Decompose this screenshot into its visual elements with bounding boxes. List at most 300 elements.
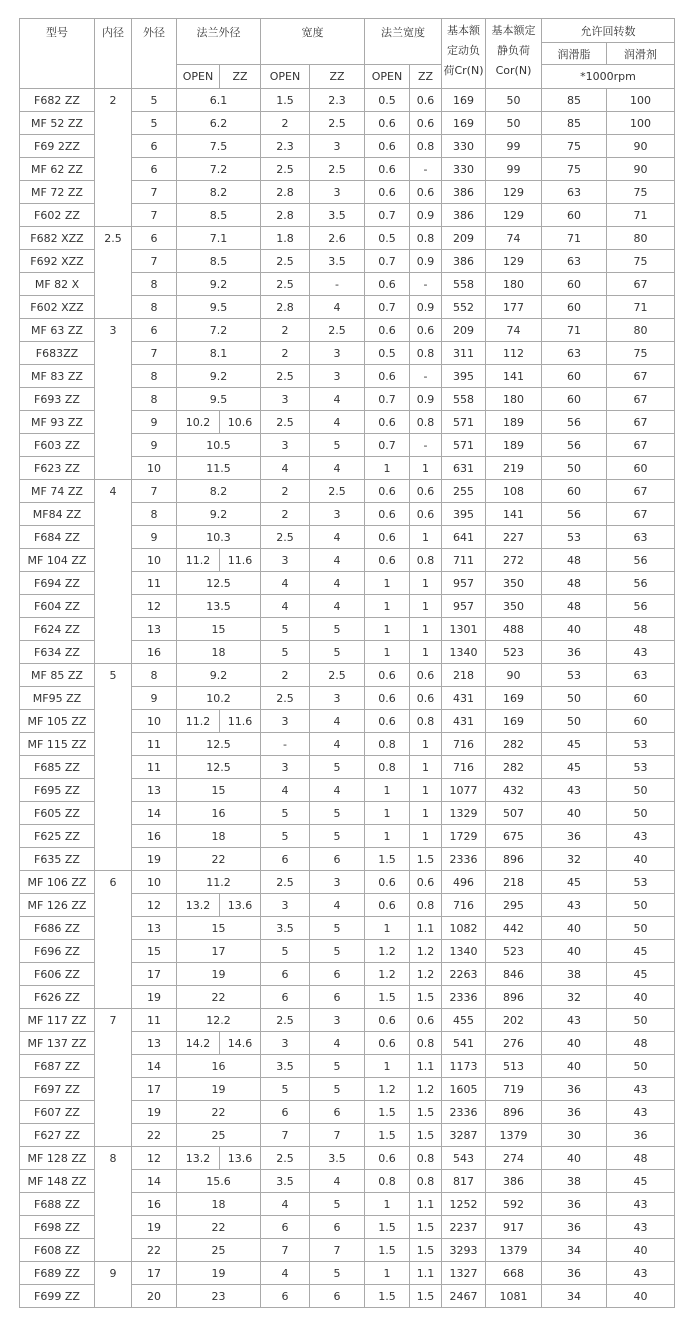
cell-flange-width-zz: 1: [410, 825, 442, 848]
cell-outer-diameter: 10: [132, 549, 177, 572]
cell-flange-od-open: 13.2: [177, 1147, 220, 1170]
cell-flange-width-open: 1.5: [365, 1239, 410, 1262]
cell-flange-width-zz: 0.6: [410, 181, 442, 204]
cell-width-open: 6: [261, 986, 310, 1009]
cell-width-zz: 4: [310, 457, 365, 480]
cell-dynamic-load: 2336: [442, 986, 486, 1009]
cell-flange-width-zz: 1.1: [410, 917, 442, 940]
header-bore: 内径: [95, 19, 132, 89]
cell-flange-width-open: 1.5: [365, 986, 410, 1009]
cell-flange-width-zz: 0.6: [410, 112, 442, 135]
cell-width-zz: 5: [310, 641, 365, 664]
cell-speed-grease: 56: [542, 434, 607, 457]
cell-speed-grease: 36: [542, 1101, 607, 1124]
cell-flange-width-open: 1: [365, 641, 410, 664]
cell-static-load: 917: [486, 1216, 542, 1239]
cell-speed-grease: 40: [542, 940, 607, 963]
cell-flange-width-open: 0.6: [365, 1147, 410, 1170]
cell-static-load: 50: [486, 112, 542, 135]
cell-static-load: 99: [486, 158, 542, 181]
cell-speed-grease: 60: [542, 296, 607, 319]
cell-speed-oil: 43: [607, 1193, 675, 1216]
cell-dynamic-load: 1077: [442, 779, 486, 802]
cell-dynamic-load: 2263: [442, 963, 486, 986]
header-flange-width-zz: ZZ: [410, 65, 442, 89]
cell-speed-oil: 63: [607, 664, 675, 687]
cell-model: MF 117 ZZ: [20, 1009, 95, 1032]
cell-outer-diameter: 6: [132, 227, 177, 250]
cell-flange-width-open: 0.6: [365, 664, 410, 687]
cell-model: F625 ZZ: [20, 825, 95, 848]
cell-flange-width-zz: 0.6: [410, 1009, 442, 1032]
table-row: [20, 1147, 675, 1170]
cell-model: MF 104 ZZ: [20, 549, 95, 572]
cell-width-open: 2.5: [261, 687, 310, 710]
cell-outer-diameter: 11: [132, 756, 177, 779]
cell-outer-diameter: 11: [132, 1009, 177, 1032]
cell-flange-width-open: 1.5: [365, 848, 410, 871]
cell-flange-od-zz: 13.6: [220, 894, 261, 917]
cell-outer-diameter: 7: [132, 250, 177, 273]
cell-width-zz: 4: [310, 779, 365, 802]
cell-static-load: 1379: [486, 1124, 542, 1147]
cell-flange-od: 10.2: [177, 687, 261, 710]
cell-width-open: 5: [261, 1078, 310, 1101]
bearing-spec-table: [19, 18, 675, 1308]
cell-speed-grease: 36: [542, 1216, 607, 1239]
cell-flange-width-zz: 1: [410, 733, 442, 756]
cell-outer-diameter: 8: [132, 664, 177, 687]
cell-model: F624 ZZ: [20, 618, 95, 641]
cell-flange-width-open: 0.6: [365, 526, 410, 549]
table-row: [20, 1009, 675, 1032]
cell-speed-oil: 67: [607, 434, 675, 457]
cell-flange-width-open: 1.5: [365, 1285, 410, 1308]
cell-width-open: 2: [261, 480, 310, 503]
cell-dynamic-load: 1329: [442, 802, 486, 825]
header-flange-od-open: OPEN: [177, 65, 220, 89]
cell-flange-od-zz: 14.6: [220, 1032, 261, 1055]
cell-flange-width-zz: 0.9: [410, 388, 442, 411]
cell-static-load: 896: [486, 848, 542, 871]
cell-speed-oil: 43: [607, 1078, 675, 1101]
cell-flange-od: 15: [177, 917, 261, 940]
cell-model: F606 ZZ: [20, 963, 95, 986]
cell-speed-oil: 90: [607, 158, 675, 181]
header-flange-od: 法兰外径: [177, 19, 261, 65]
cell-flange-width-zz: -: [410, 434, 442, 457]
cell-speed-oil: 100: [607, 89, 675, 112]
cell-width-open: 5: [261, 618, 310, 641]
cell-flange-od: 18: [177, 1193, 261, 1216]
cell-speed-grease: 38: [542, 963, 607, 986]
cell-outer-diameter: 11: [132, 572, 177, 595]
cell-speed-oil: 50: [607, 894, 675, 917]
cell-flange-od: 7.2: [177, 158, 261, 181]
cell-width-zz: 4: [310, 572, 365, 595]
cell-dynamic-load: 1301: [442, 618, 486, 641]
cell-bore: 3: [95, 319, 132, 480]
cell-flange-width-zz: 0.8: [410, 135, 442, 158]
cell-dynamic-load: 1327: [442, 1262, 486, 1285]
header-flange-width-open: OPEN: [365, 65, 410, 89]
cell-dynamic-load: 1340: [442, 940, 486, 963]
cell-bore: 7: [95, 1009, 132, 1147]
cell-dynamic-load: 552: [442, 296, 486, 319]
header-speed: 允许回转数: [542, 19, 675, 43]
cell-flange-width-open: 0.8: [365, 756, 410, 779]
cell-speed-oil: 50: [607, 1055, 675, 1078]
cell-flange-width-open: 0.6: [365, 411, 410, 434]
cell-flange-width-zz: 1.1: [410, 1055, 442, 1078]
cell-speed-grease: 34: [542, 1239, 607, 1262]
cell-flange-width-zz: 1.5: [410, 848, 442, 871]
cell-flange-od: 7.5: [177, 135, 261, 158]
cell-speed-oil: 80: [607, 227, 675, 250]
cell-model: F635 ZZ: [20, 848, 95, 871]
cell-width-open: 2.5: [261, 1147, 310, 1170]
cell-width-open: 5: [261, 641, 310, 664]
cell-dynamic-load: 169: [442, 112, 486, 135]
table-row: [20, 664, 675, 687]
cell-flange-width-zz: 1: [410, 641, 442, 664]
cell-dynamic-load: 169: [442, 89, 486, 112]
cell-static-load: 896: [486, 1101, 542, 1124]
cell-flange-width-open: 0.6: [365, 273, 410, 296]
cell-speed-grease: 43: [542, 1009, 607, 1032]
cell-dynamic-load: 817: [442, 1170, 486, 1193]
cell-outer-diameter: 22: [132, 1239, 177, 1262]
cell-outer-diameter: 10: [132, 457, 177, 480]
cell-width-open: 3: [261, 549, 310, 572]
cell-static-load: 846: [486, 963, 542, 986]
header-dynamic-load: [442, 19, 486, 89]
cell-flange-od: 22: [177, 1101, 261, 1124]
cell-speed-grease: 40: [542, 618, 607, 641]
cell-outer-diameter: 9: [132, 411, 177, 434]
cell-dynamic-load: 716: [442, 733, 486, 756]
header-dynamic-load-line1: 基本额: [447, 24, 480, 37]
cell-dynamic-load: 386: [442, 204, 486, 227]
cell-dynamic-load: 631: [442, 457, 486, 480]
cell-width-open: 2.8: [261, 181, 310, 204]
header-flange-od-zz: ZZ: [220, 65, 261, 89]
cell-dynamic-load: 1729: [442, 825, 486, 848]
cell-speed-grease: 36: [542, 825, 607, 848]
cell-flange-width-open: 0.6: [365, 503, 410, 526]
cell-static-load: 896: [486, 986, 542, 1009]
cell-flange-od: 22: [177, 848, 261, 871]
cell-flange-od: 9.5: [177, 296, 261, 319]
cell-flange-width-zz: 1.5: [410, 1285, 442, 1308]
cell-speed-oil: 53: [607, 871, 675, 894]
cell-speed-grease: 34: [542, 1285, 607, 1308]
cell-dynamic-load: 2336: [442, 1101, 486, 1124]
cell-width-zz: 3: [310, 1009, 365, 1032]
cell-model: MF 115 ZZ: [20, 733, 95, 756]
cell-width-open: 2.5: [261, 250, 310, 273]
cell-flange-width-open: 0.6: [365, 549, 410, 572]
cell-static-load: 523: [486, 641, 542, 664]
cell-outer-diameter: 10: [132, 710, 177, 733]
cell-width-zz: 4: [310, 710, 365, 733]
cell-static-load: 668: [486, 1262, 542, 1285]
cell-speed-oil: 67: [607, 411, 675, 434]
cell-width-open: 2.5: [261, 158, 310, 181]
cell-outer-diameter: 6: [132, 158, 177, 181]
cell-outer-diameter: 19: [132, 848, 177, 871]
cell-speed-grease: 71: [542, 319, 607, 342]
cell-width-zz: 5: [310, 618, 365, 641]
cell-dynamic-load: 1340: [442, 641, 486, 664]
cell-dynamic-load: 1252: [442, 1193, 486, 1216]
cell-width-open: 6: [261, 1285, 310, 1308]
cell-width-open: 3: [261, 894, 310, 917]
cell-flange-width-zz: 1.5: [410, 1239, 442, 1262]
cell-speed-oil: 48: [607, 1147, 675, 1170]
cell-flange-width-zz: -: [410, 158, 442, 181]
cell-width-open: 6: [261, 1216, 310, 1239]
cell-static-load: 169: [486, 710, 542, 733]
cell-speed-grease: 50: [542, 687, 607, 710]
cell-speed-grease: 48: [542, 595, 607, 618]
cell-static-load: 1379: [486, 1239, 542, 1262]
cell-dynamic-load: 2467: [442, 1285, 486, 1308]
cell-speed-oil: 45: [607, 1170, 675, 1193]
header-oil: 润滑剂: [607, 43, 675, 65]
cell-model: F627 ZZ: [20, 1124, 95, 1147]
cell-flange-width-open: 1: [365, 825, 410, 848]
cell-static-load: 169: [486, 687, 542, 710]
cell-speed-grease: 48: [542, 572, 607, 595]
cell-model: F69 2ZZ: [20, 135, 95, 158]
cell-flange-width-open: 0.7: [365, 250, 410, 273]
cell-width-open: 3.5: [261, 917, 310, 940]
cell-width-open: 2.8: [261, 204, 310, 227]
cell-model: F698 ZZ: [20, 1216, 95, 1239]
cell-width-zz: 5: [310, 1193, 365, 1216]
cell-outer-diameter: 16: [132, 641, 177, 664]
cell-speed-oil: 60: [607, 710, 675, 733]
cell-flange-width-open: 1: [365, 1193, 410, 1216]
cell-speed-oil: 90: [607, 135, 675, 158]
cell-static-load: 507: [486, 802, 542, 825]
cell-width-zz: 5: [310, 917, 365, 940]
cell-flange-od: 12.2: [177, 1009, 261, 1032]
cell-model: F684 ZZ: [20, 526, 95, 549]
cell-static-load: 74: [486, 227, 542, 250]
cell-width-open: 3.5: [261, 1055, 310, 1078]
cell-speed-grease: 36: [542, 1078, 607, 1101]
cell-flange-width-zz: 1.5: [410, 1101, 442, 1124]
cell-flange-width-open: 0.6: [365, 687, 410, 710]
cell-dynamic-load: 311: [442, 342, 486, 365]
cell-speed-grease: 85: [542, 112, 607, 135]
cell-flange-width-zz: 1.2: [410, 940, 442, 963]
cell-width-zz: 5: [310, 1055, 365, 1078]
cell-flange-width-open: 1: [365, 572, 410, 595]
cell-model: F683ZZ: [20, 342, 95, 365]
cell-flange-width-zz: 0.8: [410, 1147, 442, 1170]
cell-speed-oil: 63: [607, 526, 675, 549]
cell-speed-oil: 48: [607, 618, 675, 641]
cell-flange-od-open: 11.2: [177, 549, 220, 572]
cell-speed-grease: 40: [542, 917, 607, 940]
cell-flange-width-zz: 0.8: [410, 342, 442, 365]
cell-model: MF 52 ZZ: [20, 112, 95, 135]
cell-width-zz: 6: [310, 848, 365, 871]
cell-outer-diameter: 7: [132, 342, 177, 365]
cell-flange-od: 19: [177, 1078, 261, 1101]
cell-speed-grease: 32: [542, 986, 607, 1009]
cell-flange-od: 11.5: [177, 457, 261, 480]
cell-outer-diameter: 19: [132, 1216, 177, 1239]
cell-model: F682 XZZ: [20, 227, 95, 250]
cell-outer-diameter: 19: [132, 986, 177, 1009]
cell-bore: 6: [95, 871, 132, 1009]
cell-outer-diameter: 16: [132, 1193, 177, 1216]
cell-flange-width-open: 1.5: [365, 1101, 410, 1124]
header-dynamic-load-line3: 荷Cr(N): [443, 64, 484, 77]
cell-flange-width-open: 1.2: [365, 940, 410, 963]
cell-outer-diameter: 6: [132, 135, 177, 158]
cell-speed-grease: 53: [542, 526, 607, 549]
cell-flange-od: 9.2: [177, 365, 261, 388]
cell-width-zz: 2.5: [310, 158, 365, 181]
cell-speed-grease: 45: [542, 756, 607, 779]
cell-speed-oil: 50: [607, 779, 675, 802]
cell-width-open: 2: [261, 664, 310, 687]
cell-flange-width-zz: 0.6: [410, 503, 442, 526]
cell-speed-oil: 71: [607, 204, 675, 227]
cell-outer-diameter: 14: [132, 802, 177, 825]
cell-speed-oil: 40: [607, 1239, 675, 1262]
cell-flange-width-open: 0.5: [365, 227, 410, 250]
cell-speed-grease: 63: [542, 181, 607, 204]
cell-width-open: 3: [261, 434, 310, 457]
cell-model: F605 ZZ: [20, 802, 95, 825]
cell-static-load: 350: [486, 595, 542, 618]
cell-static-load: 295: [486, 894, 542, 917]
cell-width-open: 2: [261, 112, 310, 135]
cell-width-zz: 2.3: [310, 89, 365, 112]
cell-width-zz: 5: [310, 940, 365, 963]
cell-dynamic-load: 255: [442, 480, 486, 503]
cell-flange-od: 12.5: [177, 572, 261, 595]
cell-speed-grease: 71: [542, 227, 607, 250]
cell-speed-oil: 67: [607, 388, 675, 411]
cell-speed-grease: 30: [542, 1124, 607, 1147]
cell-flange-od: 23: [177, 1285, 261, 1308]
cell-static-load: 523: [486, 940, 542, 963]
cell-flange-width-open: 0.6: [365, 894, 410, 917]
cell-static-load: 276: [486, 1032, 542, 1055]
cell-speed-oil: 43: [607, 825, 675, 848]
cell-width-open: 3: [261, 1032, 310, 1055]
cell-width-zz: 3.5: [310, 204, 365, 227]
cell-dynamic-load: 641: [442, 526, 486, 549]
cell-flange-od: 15.6: [177, 1170, 261, 1193]
cell-model: MF 74 ZZ: [20, 480, 95, 503]
cell-outer-diameter: 9: [132, 434, 177, 457]
cell-model: MF 62 ZZ: [20, 158, 95, 181]
cell-model: F697 ZZ: [20, 1078, 95, 1101]
cell-model: MF 93 ZZ: [20, 411, 95, 434]
cell-flange-width-zz: 1.1: [410, 1193, 442, 1216]
table-row: [20, 227, 675, 250]
cell-outer-diameter: 13: [132, 779, 177, 802]
cell-dynamic-load: 209: [442, 319, 486, 342]
cell-flange-od: 8.2: [177, 181, 261, 204]
cell-width-open: 3.5: [261, 1170, 310, 1193]
cell-flange-width-zz: 0.8: [410, 411, 442, 434]
cell-width-open: 3: [261, 388, 310, 411]
cell-model: F699 ZZ: [20, 1285, 95, 1308]
cell-static-load: 50: [486, 89, 542, 112]
cell-outer-diameter: 12: [132, 894, 177, 917]
cell-width-open: 2.5: [261, 526, 310, 549]
cell-width-open: 2: [261, 503, 310, 526]
cell-flange-width-zz: 1: [410, 457, 442, 480]
cell-width-zz: 3.5: [310, 1147, 365, 1170]
cell-flange-width-zz: 1: [410, 802, 442, 825]
cell-static-load: 112: [486, 342, 542, 365]
cell-flange-od: 9.2: [177, 273, 261, 296]
cell-width-open: 2.3: [261, 135, 310, 158]
cell-model: F634 ZZ: [20, 641, 95, 664]
cell-width-open: 6: [261, 963, 310, 986]
cell-speed-grease: 63: [542, 342, 607, 365]
cell-flange-width-zz: -: [410, 365, 442, 388]
cell-dynamic-load: 386: [442, 250, 486, 273]
cell-flange-width-zz: 0.8: [410, 894, 442, 917]
cell-dynamic-load: 386: [442, 181, 486, 204]
cell-model: F686 ZZ: [20, 917, 95, 940]
cell-width-open: 6: [261, 848, 310, 871]
cell-model: F602 XZZ: [20, 296, 95, 319]
cell-flange-width-zz: 0.8: [410, 710, 442, 733]
cell-flange-width-zz: 1.2: [410, 1078, 442, 1101]
cell-dynamic-load: 330: [442, 158, 486, 181]
cell-width-open: 5: [261, 825, 310, 848]
cell-width-zz: 3.5: [310, 250, 365, 273]
cell-speed-oil: 40: [607, 986, 675, 1009]
cell-speed-grease: 45: [542, 733, 607, 756]
cell-speed-oil: 60: [607, 687, 675, 710]
cell-speed-grease: 38: [542, 1170, 607, 1193]
header-model: 型号: [20, 19, 95, 89]
cell-flange-width-zz: 1: [410, 595, 442, 618]
cell-width-open: 2: [261, 319, 310, 342]
cell-dynamic-load: 716: [442, 756, 486, 779]
cell-speed-grease: 60: [542, 365, 607, 388]
cell-static-load: 386: [486, 1170, 542, 1193]
cell-flange-od: 8.5: [177, 250, 261, 273]
cell-width-open: 2.5: [261, 871, 310, 894]
cell-width-open: -: [261, 733, 310, 756]
cell-flange-width-zz: 1: [410, 526, 442, 549]
table-row: [20, 871, 675, 894]
cell-flange-od-zz: 11.6: [220, 549, 261, 572]
cell-flange-od: 9.2: [177, 503, 261, 526]
cell-model: F694 ZZ: [20, 572, 95, 595]
cell-speed-oil: 45: [607, 940, 675, 963]
cell-flange-width-open: 1: [365, 1262, 410, 1285]
cell-flange-od-zz: 11.6: [220, 710, 261, 733]
cell-static-load: 180: [486, 273, 542, 296]
cell-flange-width-zz: 0.9: [410, 296, 442, 319]
cell-flange-width-zz: 0.8: [410, 549, 442, 572]
